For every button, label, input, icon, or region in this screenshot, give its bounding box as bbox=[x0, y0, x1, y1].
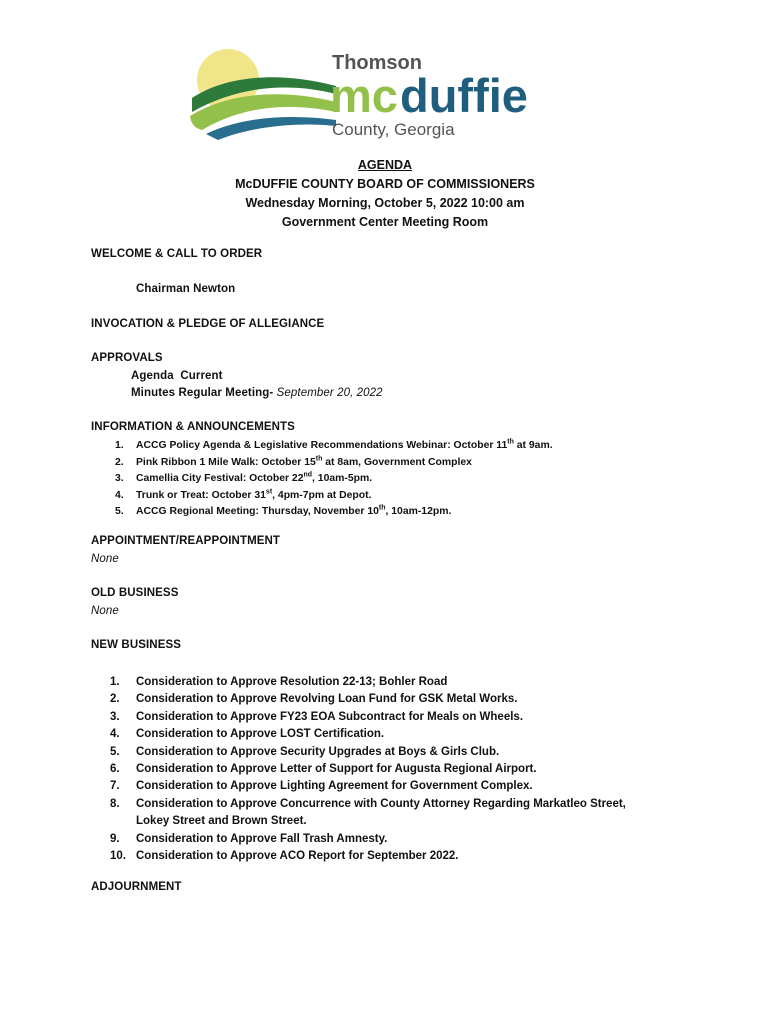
minutes-label: Minutes bbox=[131, 387, 176, 399]
new-business-list bbox=[110, 674, 696, 865]
appointment-heading: APPOINTMENT/REAPPOINTMENT bbox=[91, 535, 281, 547]
list-item: 8. Consideration to Approve Concurrence with County Attorney Regarding Markatleo Street, Lokey Street and Brown Street. bbox=[110, 797, 626, 828]
county-logo bbox=[188, 46, 588, 141]
list-item: 5. Consideration to Approve Security Upgrades at Boys & Girls Club. bbox=[110, 745, 500, 758]
old-business-heading: OLD BUSINESS bbox=[91, 587, 179, 599]
meeting-location: Government Center Meeting Room bbox=[281, 215, 489, 229]
list-item: 3. Camellia City Festival: October 22nd, 10am-5pm. bbox=[115, 471, 373, 484]
welcome-heading: WELCOME & CALL TO ORDER bbox=[91, 248, 263, 260]
old-business-value: None bbox=[91, 605, 119, 617]
list-item: 6. Consideration to Approve Letter of Support for Augusta Regional Airport. bbox=[110, 763, 537, 776]
list-item: 7. Consideration to Approve Lighting Agreement for Government Complex. bbox=[110, 780, 533, 793]
approvals-agenda bbox=[131, 370, 223, 382]
list-item: 2. Consideration to Approve Revolving Loan Fund for GSK Metal Works. bbox=[110, 693, 518, 706]
approvals-minutes bbox=[131, 387, 383, 399]
agenda-header bbox=[0, 156, 770, 232]
announcements-list bbox=[115, 438, 553, 521]
agenda-value: Current bbox=[180, 370, 223, 382]
new-business-heading: NEW BUSINESS bbox=[91, 639, 182, 651]
list-item: 4. Consideration to Approve LOST Certification. bbox=[110, 728, 385, 741]
list-item: 9. Consideration to Approve Fall Trash Amnesty. bbox=[110, 832, 388, 845]
minutes-value: Regular Meeting- bbox=[178, 387, 274, 399]
meeting-datetime: Wednesday Morning, October 5, 2022 10:00 am bbox=[245, 196, 525, 210]
list-item: 1. ACCG Policy Agenda & Legislative Recommendations Webinar: October 11th at 9am. bbox=[115, 438, 553, 451]
invocation-heading: INVOCATION & PLEDGE OF ALLEGIANCE bbox=[91, 318, 325, 330]
approvals-heading: APPROVALS bbox=[91, 352, 163, 364]
list-item: 4. Trunk or Treat: October 31st, 4pm-7pm at Depot. bbox=[115, 488, 372, 501]
chairman-name: Chairman Newton bbox=[136, 283, 236, 295]
list-item: 5. ACCG Regional Meeting: Thursday, November 10th, 10am-12pm. bbox=[115, 504, 452, 517]
logo-graphic bbox=[188, 46, 588, 141]
board-name: McDUFFIE COUNTY BOARD OF COMMISSIONERS bbox=[235, 177, 535, 191]
list-item: 1. Consideration to Approve Resolution 22-13; Bohler Road bbox=[110, 676, 448, 688]
agenda-title: AGENDA bbox=[357, 158, 413, 172]
logo-thomson: Thomson bbox=[332, 52, 422, 74]
announcements-heading: INFORMATION & ANNOUNCEMENTS bbox=[91, 421, 295, 433]
list-item: 10. Consideration to Approve ACO Report for September 2022. bbox=[110, 850, 459, 863]
list-item: 3. Consideration to Approve FY23 EOA Subcontract for Meals on Wheels. bbox=[110, 710, 524, 723]
minutes-date: September 20, 2022 bbox=[276, 387, 383, 399]
list-item: 2. Pink Ribbon 1 Mile Walk: October 15th at 8am, Government Complex bbox=[115, 455, 472, 468]
logo-mc: mc bbox=[330, 69, 398, 122]
logo-duffie: duffie bbox=[400, 69, 528, 122]
agenda-label: Agenda bbox=[131, 370, 174, 382]
adjournment-heading: ADJOURNMENT bbox=[91, 881, 182, 893]
logo-wave-blue bbox=[206, 117, 336, 140]
appointment-value: None bbox=[91, 553, 119, 565]
logo-county: County, Georgia bbox=[332, 120, 455, 139]
